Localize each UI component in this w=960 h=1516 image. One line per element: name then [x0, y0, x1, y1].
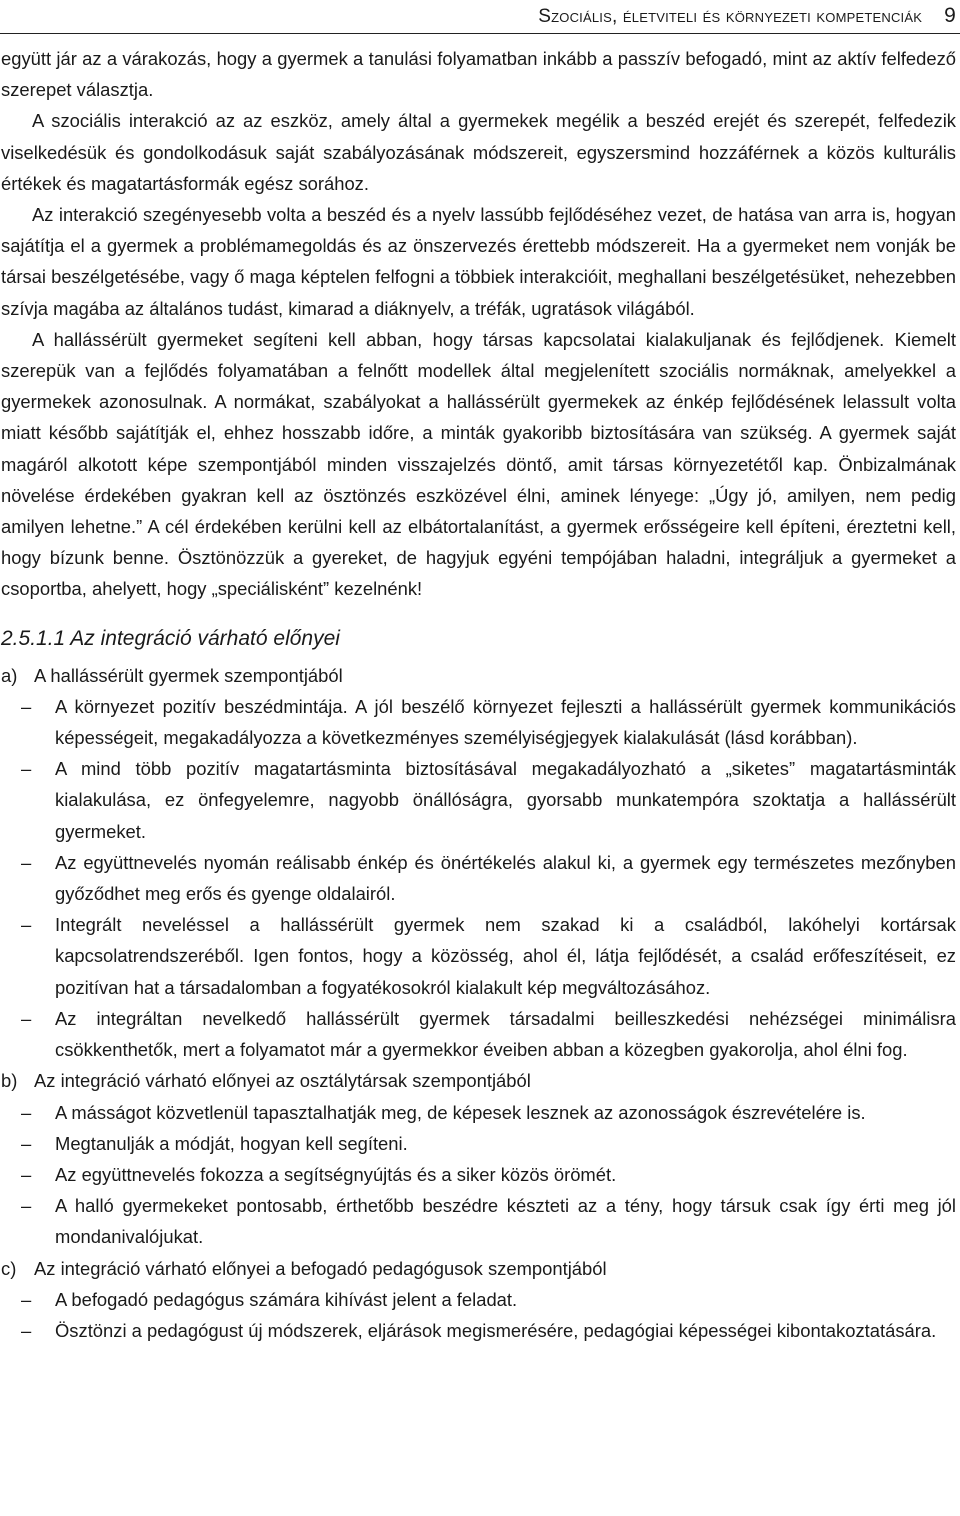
paragraph: együtt jár az a várakozás, hogy a gyermek a tanulási folyamatban inkább a passzív befogadó, mint az aktív felfedező szerepet választja.	[1, 48, 956, 101]
paragraph: Az interakció szegényesebb volta a beszéd és a nyelv lassúbb fejlődéséhez vezet, de hatása van arra is, hogyan sajátítja el a gyermek a problémamegoldás és az önszervezés érettebb módszereit. Ha a gyermeket nem vonják be társai beszélgetésébe, vagy ő maga képtelen felfogni a többiek interakcióit, meghallani beszélgetésüket, nehezebben szívja magába az általános tudást, kimarad a diáknyelv, a tréfák, ugratások világából.	[1, 204, 956, 319]
list-group-marker: b)	[1, 1070, 18, 1092]
dash-bullet-icon: –	[21, 1195, 32, 1217]
list-item-text: Az együttnevelés fokozza a segítségnyújtás és a siker közös örömét.	[55, 1163, 617, 1185]
list-item	[1, 1097, 956, 1128]
header-rule	[0, 33, 960, 34]
list-group-title: Az integráció várható előnyei az osztálytársak szempontjából	[34, 1070, 531, 1092]
list-item-text: A másságot közvetlenül tapasztalhatják meg, de képesek lesznek az azonosságok észrevételére is.	[55, 1101, 866, 1123]
list-item	[1, 1003, 956, 1065]
dash-bullet-icon: –	[21, 1319, 32, 1341]
list-group-heading	[1, 660, 956, 691]
list-item-text: A halló gyermekeket pontosabb, érthetőbb beszédre készteti az a tény, hogy társuk csak így érti meg jól mondanivalójukat.	[55, 1195, 956, 1248]
list-group-marker: c)	[1, 1257, 17, 1279]
dash-list	[1, 1284, 956, 1346]
list-group-marker: a)	[1, 664, 18, 686]
page-number: 9	[944, 4, 956, 27]
list-item	[1, 1190, 956, 1252]
list-item	[1, 753, 956, 847]
list-item	[1, 847, 956, 909]
list-item	[1, 909, 956, 1003]
dash-list	[1, 1097, 956, 1253]
dash-bullet-icon: –	[21, 1163, 32, 1185]
list-item-text: Az együttnevelés nyomán reálisabb énkép és önértékelés alakul ki, a gyermek egy természetes mezőnyben győződhet meg erős és gyenge oldalairól.	[55, 851, 956, 905]
dash-bullet-icon: –	[21, 1101, 32, 1123]
dash-list	[1, 691, 956, 1065]
dash-bullet-icon: –	[21, 914, 32, 936]
list-item-text: Integrált neveléssel a hallássérült gyermek nem szakad ki a családból, lakóhelyi kortársak kapcsolatrendszeréből. Igen fontos, hogy a közösség, ahol él, látja fejlődését, a család erőfeszítéseit, ez pozitívan hat a társadalomban a fogyatékosokról kialakult kép megváltozásához.	[55, 914, 956, 998]
list-group-title: Az integráció várható előnyei a befogadó pedagógusok szempontjából	[34, 1257, 607, 1279]
list-item-text: A mind több pozitív magatartásminta biztosításával megakadályozható a „siketes” magatartásminták kialakulása, ez önfegyelemre, nagyobb önállóságra, gyorsabb munkatempóra szoktatja a hallássérült gyermeket.	[55, 758, 956, 842]
dash-bullet-icon: –	[21, 758, 32, 780]
list-group-heading	[1, 1065, 956, 1096]
paragraph: A szociális interakció az az eszköz, amely által a gyermekek megélik a beszéd erejét és szerepét, felfedezik viselkedésük és gondolkodásuk saját szabályozásának módszereit, egyszersmind hozzáférnek a közös kulturális értékek és magatartásformák egész sorához.	[1, 110, 956, 194]
list-item-text: A környezet pozitív beszédmintája. A jól beszélő környezet fejleszti a hallássérült gyermek kommunikációs képességeit, megakadályozza a következményes személyiségjegyek kialakulását (lásd korábban).	[55, 695, 956, 749]
list-item-text: Megtanulják a módját, hogyan kell segíteni.	[55, 1132, 408, 1154]
list-item	[1, 1284, 956, 1315]
running-title: Szociális, életviteli és környezeti kompetenciák	[538, 6, 923, 27]
paragraph: A hallássérült gyermeket segíteni kell abban, hogy társas kapcsolatai kialakuljanak és fejlődjenek. Kiemelt szerepük van a fejlődés folyamatában a felnőtt modellek által megjelenített szociális normáknak, amelyekkel a gyermekek azonosulnak. A normákat, szabályokat a hallássérült gyermekek az énkép fejlődésének lelassult volta miatt később sajátítják el, ehhez hosszabb időre, a minták gyakoribb biztosítására van szükség. A gyermek saját magáról alkotott képe szempontjából minden visszajelzés döntő, amit társas környezetétől kap. Önbizalmának növelése érdekében gyakran kell az ösztönzés eszközével élni, aminek lényege: „Úgy jó, amilyen, nem pedig amilyen lehetne.” A cél érdekében kerülni kell az elbátortalanítást, a gyermek erősségeire kell építeni, éreztetni kell, hogy bízunk benne. Ösztönözzük a gyereket, de hagyjuk egyéni tempójában haladni, integráljuk a gyermeket a csoportba, ahelyett, hogy „speciálisként” kezelnénk!	[1, 328, 956, 600]
dash-bullet-icon: –	[21, 1007, 32, 1029]
dash-bullet-icon: –	[21, 1288, 32, 1310]
list-item	[1, 691, 956, 753]
list-item-text: A befogadó pedagógus számára kihívást jelent a feladat.	[55, 1288, 518, 1310]
page-body	[1, 43, 956, 1346]
list-item-text: Ösztönzi a pedagógust új módszerek, eljárások megismerésére, pedagógiai képességei kibontakoztatására.	[55, 1319, 937, 1341]
list-item	[1, 1159, 956, 1190]
list-item	[1, 1315, 956, 1346]
dash-bullet-icon: –	[21, 695, 32, 717]
subsection-heading: 2.5.1.1 Az integráció várható előnyei	[1, 626, 340, 650]
running-header	[4, 2, 956, 32]
list-group-heading	[1, 1253, 956, 1284]
dash-bullet-icon: –	[21, 851, 32, 873]
list-item	[1, 1128, 956, 1159]
dash-bullet-icon: –	[21, 1132, 32, 1154]
list-item-text: Az integráltan nevelkedő hallássérült gyermek társadalmi beilleszkedési nehézségei minimálisra csökkenthetők, mert a folyamatot már a gyermekkor éveiben abban a közegben gyakorolja, ahol élni fog.	[55, 1007, 956, 1061]
list-group-title: A hallássérült gyermek szempontjából	[34, 664, 343, 686]
